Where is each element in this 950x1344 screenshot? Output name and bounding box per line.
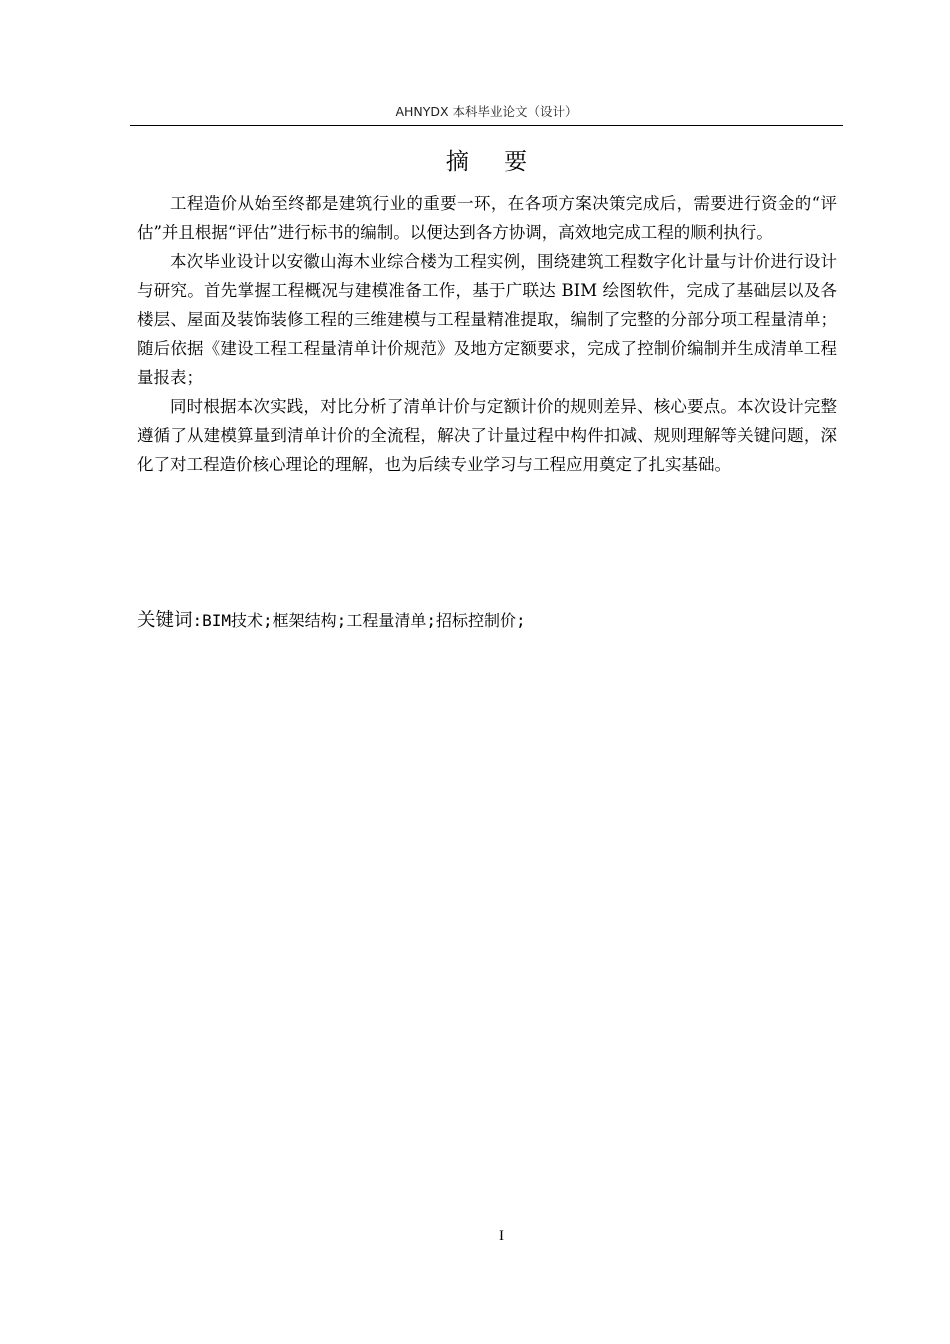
header-rule bbox=[130, 125, 843, 126]
abstract-paragraph: 同时根据本次实践，对比分析了清单计价与定额计价的规则差异、核心要点。本次设计完整遵循了从建模算量到清单计价的全流程，解决了计量过程中构件扣减、规则理解等关键问题，深化了对工程造价核心理论的理解，也为后续专业学习与工程应用奠定了扎实基础。 bbox=[137, 397, 837, 474]
page-number: I bbox=[499, 1228, 504, 1244]
abstract-paragraph: 工程造价从始至终都是建筑行业的重要一环，在各项方案决策完成后，需要进行资金的“评估”并且根据“评估”进行标书的编制。以便达到各方协调，高效地完成工程的顺利执行。 bbox=[137, 194, 837, 242]
keywords-line bbox=[137, 606, 837, 635]
abstract-paragraph: 本次毕业设计以安徽山海木业综合楼为工程实例，围绕建筑工程数字化计量与计价进行设计与研究。首先掌握工程概况与建模准备工作，基于广联达 BIM 绘图软件，完成了基础层以及各楼层、屋面及装饰装修工程的三维建模与工程量精准提取，编制了完整的分部分项工程量清单；随后依据《建设工程工程量清单计价规范》及地方定额要求，完成了控制价编制并生成清单工程量报表； bbox=[137, 252, 837, 387]
running-header: AHNYDX 本科毕业论文（设计） bbox=[395, 104, 578, 119]
abstract-title: 摘 要 bbox=[445, 149, 542, 175]
keywords-text: :BIM技术;框架结构;工程量清单;招标控制价; bbox=[192, 611, 526, 630]
abstract-body bbox=[137, 189, 837, 479]
keywords-label: 关键词 bbox=[137, 610, 193, 631]
